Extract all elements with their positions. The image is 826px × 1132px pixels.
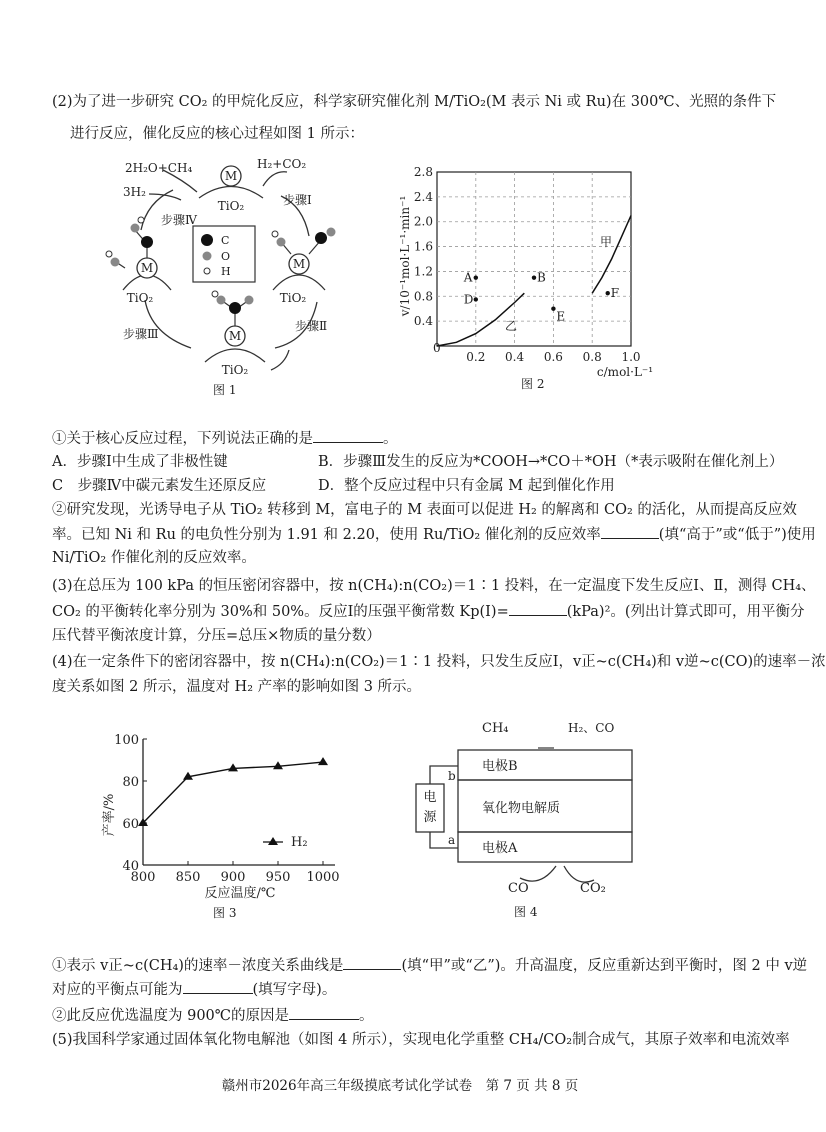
fig2-ytick: 0.4 — [413, 314, 433, 329]
q2-intro-line1: (2)为了进一步研究 CO₂ 的甲烷化反应，科学家研究催化剂 M/TiO₂(M 表示 Ni 或 Ru)在 300℃、光照的条件下 — [52, 94, 777, 110]
q4-sub1-text-b: (填“甲”或“乙”)。升高温度，反应重新达到平衡时，图 2 中 v逆 — [401, 958, 808, 974]
fig3-ytick: 80 — [122, 775, 139, 790]
fig1-3h2: 3H₂ — [123, 185, 146, 199]
q3-line3: 压代替平衡浓度计算，分压=总压×物质的量分数） — [52, 628, 381, 644]
fig3-ytick: 60 — [122, 817, 139, 832]
legend-c: C — [221, 234, 230, 247]
fig2-ytick: 1.6 — [413, 239, 433, 254]
q4-line2: 度关系如图 2 所示，温度对 H₂ 产率的影响如图 3 所示。 — [52, 679, 422, 695]
answer-blank-6[interactable] — [289, 1005, 359, 1020]
fig2-point-B — [532, 275, 536, 279]
fig1-top-left: 2H₂O+CH₄ — [125, 161, 193, 175]
fig2-xtick: 0.6 — [543, 350, 563, 364]
fig2-xtick: 0.8 — [582, 350, 602, 364]
fig2-point-label: E — [556, 309, 566, 324]
fig1-step3: 步骤Ⅲ — [123, 327, 159, 341]
fig3-xtick: 800 — [130, 870, 156, 885]
answer-blank-1[interactable] — [313, 428, 383, 443]
legend-hydrogen-icon — [204, 268, 210, 274]
fig3-legend-triangle-icon — [268, 837, 278, 845]
fig1-tio2-top: TiO₂ — [217, 199, 245, 213]
q2-sub2-line3: Ni/TiO₂ 作催化剂的反应效率。 — [52, 550, 256, 566]
fig1-step1: 步骤Ⅰ — [283, 193, 312, 207]
answer-blank-2[interactable] — [601, 524, 659, 539]
fig1-m-right: M — [292, 257, 306, 271]
fig2-curve-jia: 甲 — [600, 235, 613, 249]
fig2-caption: 图 2 — [521, 377, 545, 391]
fig4-caption: 图 4 — [514, 905, 538, 919]
figure-4 — [410, 712, 640, 922]
legend-h: H — [221, 265, 231, 278]
answer-blank-3[interactable] — [509, 601, 567, 616]
fig2-ytick: 1.2 — [413, 264, 433, 279]
q2-sub2-line2 — [52, 524, 816, 545]
legend-oxygen-icon — [203, 252, 212, 261]
q4-sub1-line1 — [52, 955, 807, 976]
fig3-xlabel: 反应温度/℃ — [204, 886, 276, 901]
fig2-curve-yi: 乙 — [505, 319, 518, 333]
fig3-xtick: 850 — [175, 870, 201, 885]
fig2-ytick: 2.0 — [413, 214, 433, 229]
fig1-caption: 图 1 — [213, 383, 237, 397]
q4-line1: (4)在一定条件下的密闭容器中，按 n(CH₄):n(CO₂)＝1∶1 投料，只发生反应Ⅰ，v正~c(CH₄)和 v逆~c(CO)的速率－浓 — [52, 654, 826, 670]
fig3-caption: 图 3 — [213, 906, 237, 920]
q4-sub1-text-a: ①表示 v正~c(CH₄)的速率－浓度关系曲线是 — [52, 958, 344, 974]
q5-line1: (5)我国科学家通过固体氧化物电解池（如图 4 所示），实现电化学重整 CH₄/CO₂制合成气，其原子效率和电流效率 — [52, 1032, 790, 1048]
q3-text-a: CO₂ 的平衡转化率分别为 30%和 50%。反应Ⅰ的压强平衡常数 Kp(Ⅰ)= — [52, 604, 509, 620]
fig2-xtick: 0.2 — [466, 350, 486, 364]
page-footer: 赣州市2026年高三年级摸底考试化学试卷 第 7 页 共 8 页 — [221, 1078, 579, 1094]
q4-sub1-text-c: 对应的平衡点可能为 — [52, 982, 183, 998]
fig2-point-F — [606, 291, 610, 295]
fig3-xtick: 1000 — [306, 870, 340, 885]
fig1-tio2-left: TiO₂ — [126, 291, 154, 305]
fig1-top-right: H₂+CO₂ — [257, 157, 307, 171]
option-b: B．步骤Ⅲ发生的反应为*COOH→*CO＋*OH（*表示吸附在催化剂上） — [318, 454, 784, 470]
fig2-point-A — [474, 275, 478, 279]
fig2-ytick: 0.8 — [413, 289, 433, 304]
q2-sub1: ①关于核心反应过程，下列说法正确的是 。 — [52, 428, 398, 449]
fig1-m-left: M — [140, 261, 154, 275]
legend-carbon-icon — [201, 234, 213, 246]
q4-sub2-text-b: 。 — [359, 1008, 374, 1024]
fig1-m-bottom: M — [228, 329, 242, 343]
fig3-ylabel: 产率/% — [102, 793, 117, 837]
fig3-point — [318, 757, 328, 765]
fig2-point-D — [474, 297, 478, 301]
fig1-tio2-bottom: TiO₂ — [221, 363, 249, 377]
fig4-power: 电源 — [423, 790, 437, 825]
answer-blank-5[interactable] — [183, 979, 253, 994]
fig4-electrolyte: 氧化物电解质 — [482, 801, 561, 816]
q4-sub2 — [52, 1005, 374, 1026]
fig4-co2: CO₂ — [580, 881, 606, 896]
figure-3-chart — [95, 725, 375, 925]
option-a: A．步骤Ⅰ中生成了非极性键 — [52, 454, 228, 470]
fig2-origin: 0 — [433, 341, 441, 355]
fig3-ytick: 40 — [122, 859, 139, 874]
fig3-xtick: 950 — [265, 870, 291, 885]
q3-line2 — [52, 601, 805, 622]
fig1-step4: 步骤Ⅳ — [161, 213, 197, 227]
fig4-co: CO — [508, 881, 529, 896]
fig2-point-label: F — [610, 286, 620, 301]
q4-sub1-line2 — [52, 979, 336, 1000]
fig2-point-label: A — [463, 270, 473, 285]
q4-sub2-text-a: ②此反应优选温度为 900℃的原因是 — [52, 1008, 290, 1024]
answer-blank-4[interactable] — [343, 955, 401, 970]
figure-1 — [95, 150, 395, 400]
fig2-curve-line — [592, 216, 631, 294]
fig4-h2-co: H₂、CO — [568, 721, 615, 735]
fig4-ch4: CH₄ — [482, 721, 509, 736]
fig3-legend-h2: H₂ — [291, 835, 308, 850]
q4-sub1-text-d: (填写字母)。 — [252, 982, 337, 998]
fig1-tio2-right: TiO₂ — [279, 291, 307, 305]
fig2-xtick: 1.0 — [621, 350, 641, 364]
q2-sub2-text-a: 率。已知 Ni 和 Ru 的电负性分别为 1.91 和 2.20，使用 Ru/TiO₂ 催化剂的反应效率 — [52, 527, 601, 543]
option-d: D．整个反应过程中只有金属 M 起到催化作用 — [318, 478, 615, 494]
q2-sub1-text: ①关于核心反应过程，下列说法正确的是 — [52, 431, 313, 447]
fig2-ytick: 2.8 — [413, 165, 433, 179]
fig4-pole-a: a — [448, 833, 456, 847]
fig3-point — [228, 763, 238, 771]
fig4-electrode-b: 电极B — [482, 759, 518, 774]
fig4-electrode-a: 电极A — [482, 841, 518, 856]
fig4-pole-b: b — [448, 769, 456, 783]
legend-o: O — [221, 250, 231, 263]
fig2-xlabel: c/mol·L⁻¹ — [596, 365, 654, 379]
q2-sub2-text-b: (填“高于”或“低于”)使用 — [658, 527, 816, 543]
fig1-step2: 步骤Ⅱ — [295, 319, 328, 333]
fig2-point-E — [551, 307, 555, 311]
figure-2-chart — [395, 160, 655, 400]
fig1-m-top: M — [224, 169, 238, 183]
fig2-point-label: D — [463, 292, 474, 307]
fig2-xtick: 0.4 — [505, 350, 525, 364]
fig3-ytick: 100 — [114, 733, 139, 748]
q3-line1: (3)在总压为 100 kPa 的恒压密闭容器中，按 n(CH₄):n(CO₂)＝1∶1 投料，在一定温度下发生反应Ⅰ、Ⅱ，测得 CH₄、 — [52, 578, 816, 594]
fig2-point-label: B — [537, 270, 546, 285]
fig2-ytick: 2.4 — [413, 189, 433, 204]
fig3-xtick: 900 — [220, 870, 246, 885]
q2-intro-line2: 进行反应，催化反应的核心过程如图 1 所示： — [70, 126, 364, 142]
q3-text-b: (kPa)²。(列出计算式即可，用平衡分 — [566, 604, 805, 620]
option-c: C 步骤Ⅳ中碳元素发生还原反应 — [52, 478, 267, 494]
q2-sub2-line1: ②研究发现，光诱导电子从 TiO₂ 转移到 M，富电子的 M 表面可以促进 H₂ 的解离和 CO₂ 的活化，从而提高反应效 — [52, 502, 797, 518]
fig3-legend — [263, 835, 308, 850]
fig2-ylabel: v/10⁻¹mol·L⁻¹·min⁻¹ — [398, 195, 412, 317]
